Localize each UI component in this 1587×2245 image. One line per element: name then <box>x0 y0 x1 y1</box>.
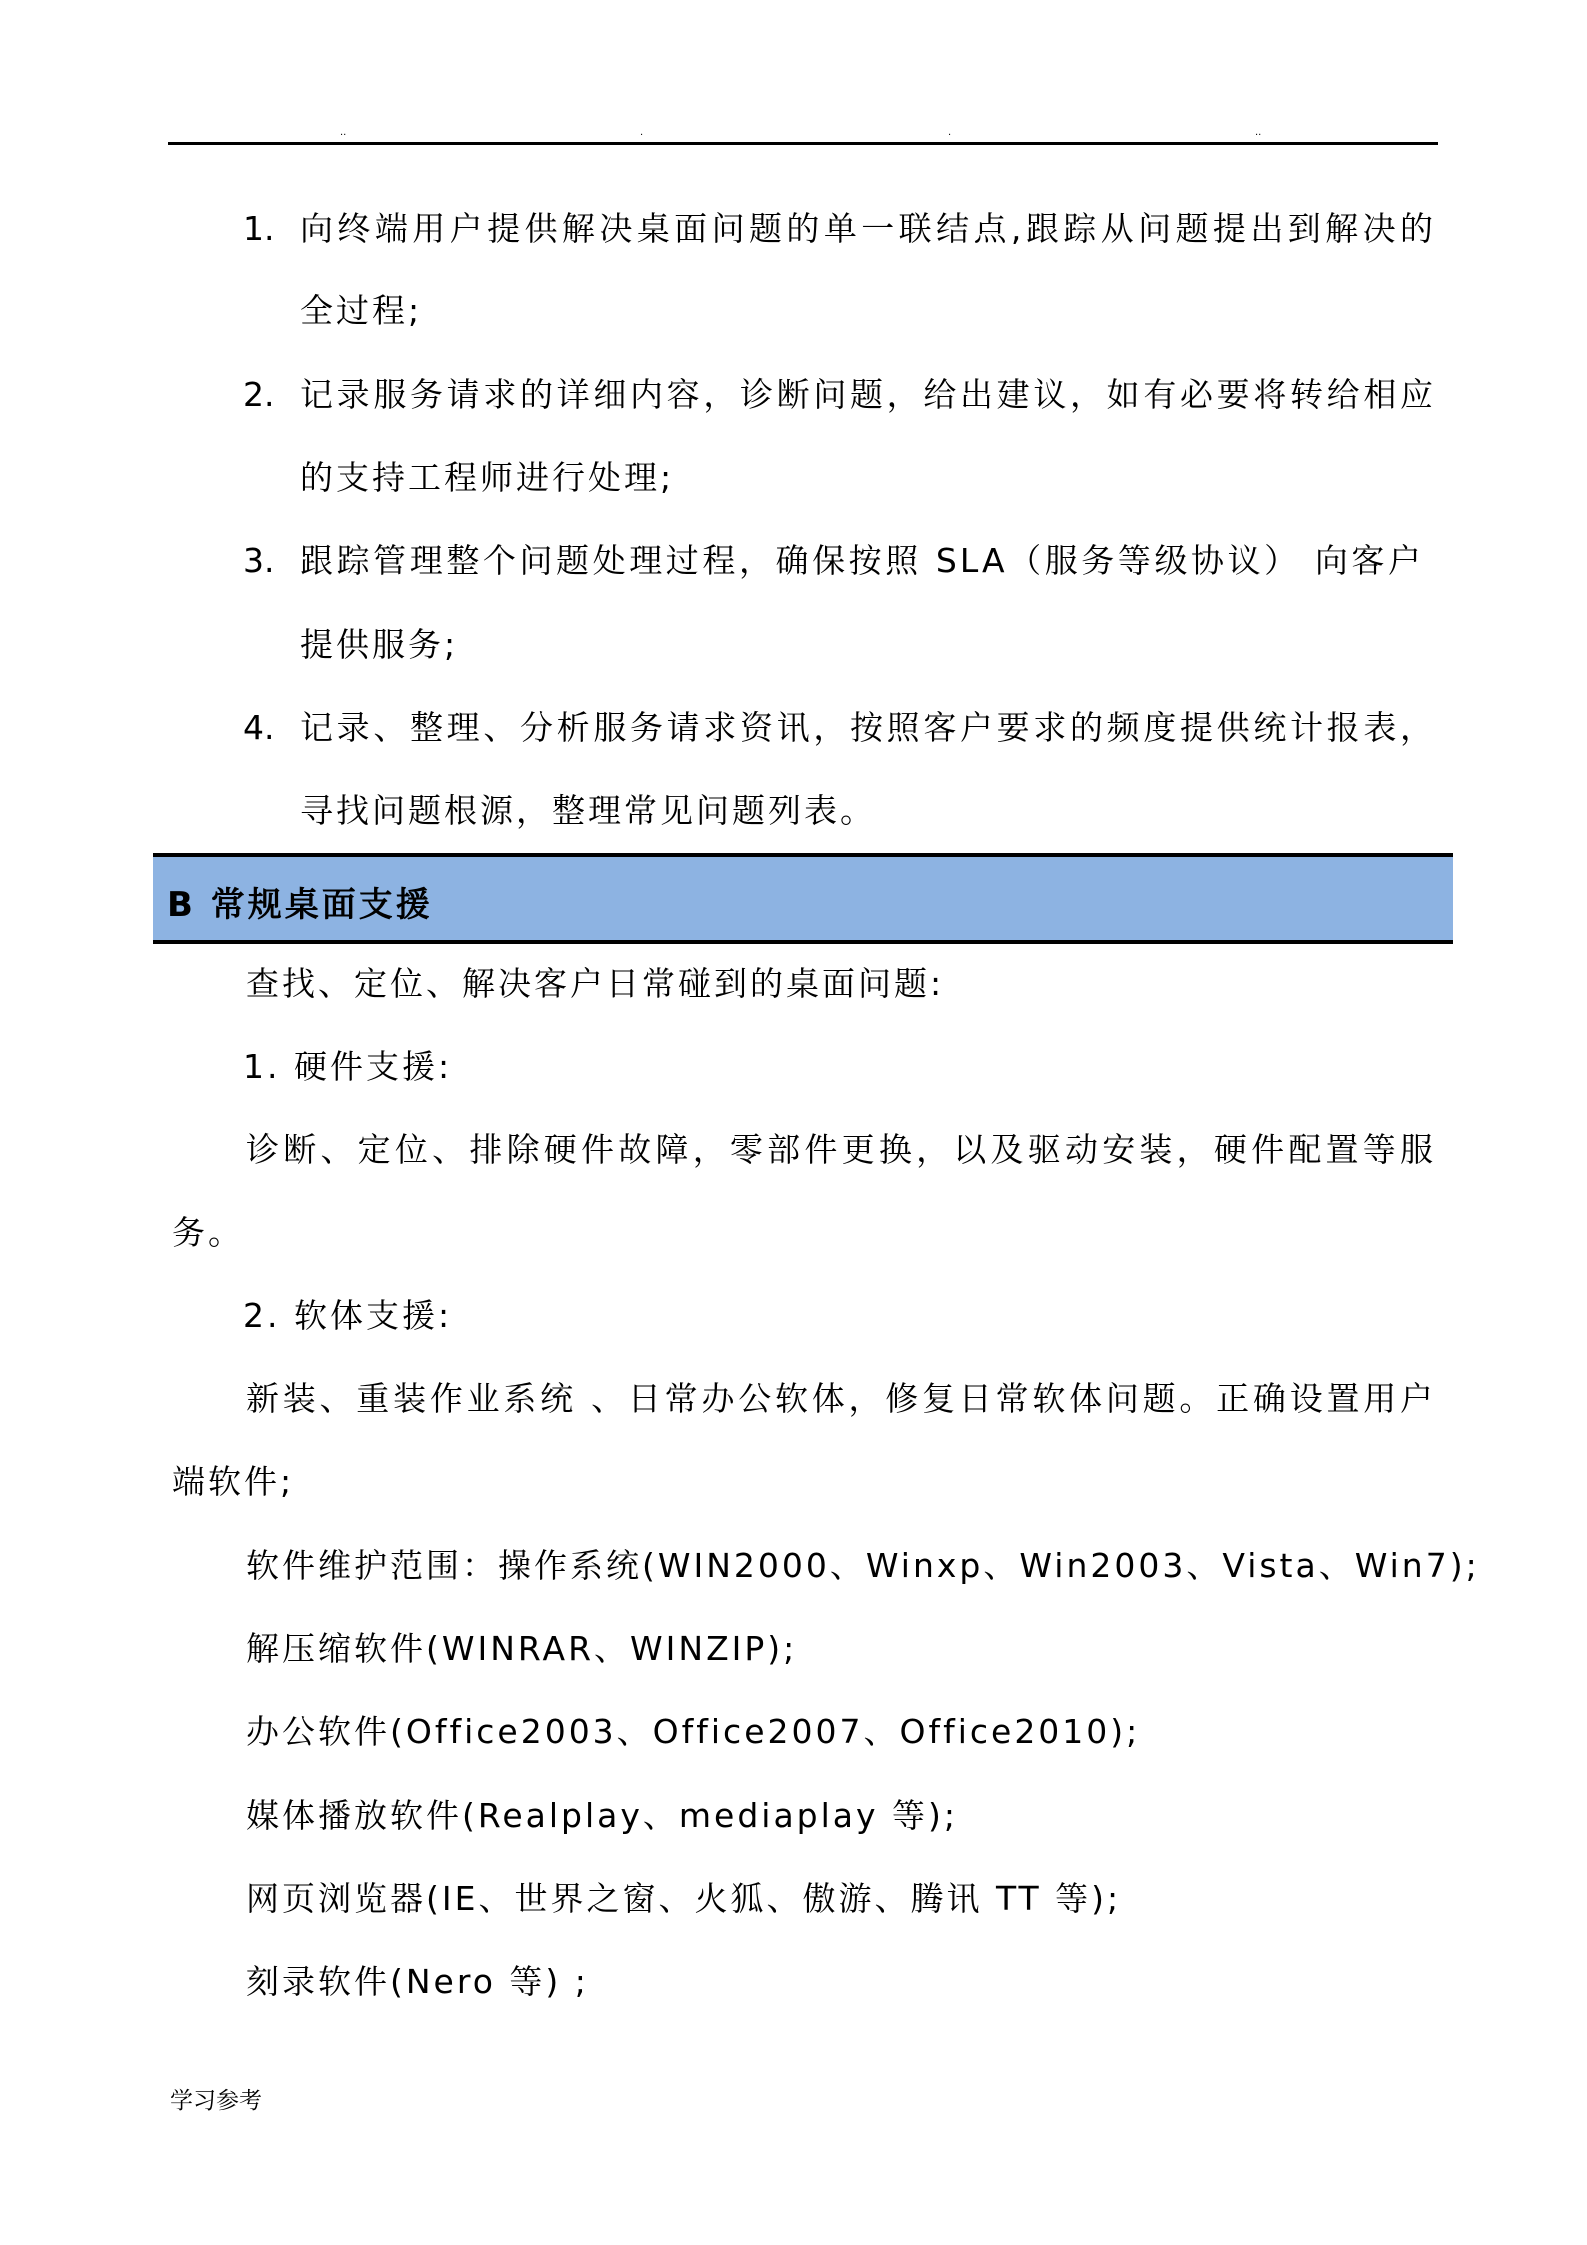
header-mark: .. <box>340 127 347 138</box>
software-title: 2. 软体支援: <box>243 1296 453 1335</box>
list-item-text: 寻找问题根源，整理常见问题列表。 <box>300 791 876 830</box>
header-mark: . <box>640 127 644 138</box>
list-item-text: 跟踪管理整个问题处理过程，确保按照 SLA（服务等级协议） 向客户 <box>300 541 1424 580</box>
list-item-text: 向终端用户提供解决桌面问题的单一联结点,跟踪从问题提出到解决的 <box>300 209 1436 248</box>
software-text: 新装、重装作业系统 、日常办公软体，修复日常软体问题。正确设置用户 <box>246 1379 1436 1418</box>
list-item-text: 的支持工程师进行处理; <box>300 458 675 497</box>
list-item-text: 提供服务; <box>300 625 459 664</box>
list-number: 4. <box>243 708 275 747</box>
software-item: 办公软件(Office2003、Office2007、Office2010); <box>246 1712 1141 1751</box>
list-item-text: 记录、整理、分析服务请求资讯，按照客户要求的频度提供统计报表， <box>300 708 1436 747</box>
software-item: 媒体播放软件(Realplay、mediaplay 等); <box>246 1796 959 1835</box>
software-text: 端软件; <box>172 1462 295 1501</box>
page-footer: 学习参考 <box>170 2088 262 2114</box>
header-mark: . <box>948 127 952 138</box>
hardware-text: 诊断、定位、排除硬件故障，零部件更换，以及驱动安装，硬件配置等服 <box>246 1130 1436 1169</box>
list-item-text: 全过程; <box>300 291 423 330</box>
list-number: 2. <box>243 375 275 414</box>
hardware-text: 务。 <box>172 1213 244 1252</box>
list-item-text: 记录服务请求的详细内容，诊断问题，给出建议，如有必要将转给相应 <box>300 375 1436 414</box>
software-item: 解压缩软件(WINRAR、WINZIP); <box>246 1629 798 1668</box>
software-item: 软件维护范围：操作系统(WIN2000、Winxp、Win2003、Vista、Win7); <box>246 1546 1480 1585</box>
list-number: 3. <box>243 541 275 580</box>
list-number: 1. <box>243 209 275 248</box>
header-mark: .. <box>1255 127 1262 138</box>
section-title: B 常规桌面支援 <box>167 885 433 925</box>
section-heading-band <box>153 853 1453 944</box>
software-item: 刻录软件(Nero 等) ; <box>246 1962 589 2001</box>
header-rule <box>168 142 1438 145</box>
software-item: 网页浏览器(IE、世界之窗、火狐、傲游、腾讯 TT 等); <box>246 1879 1122 1918</box>
intro-text: 查找、定位、解决客户日常碰到的桌面问题: <box>246 964 945 1003</box>
hardware-title: 1. 硬件支援: <box>243 1047 453 1086</box>
